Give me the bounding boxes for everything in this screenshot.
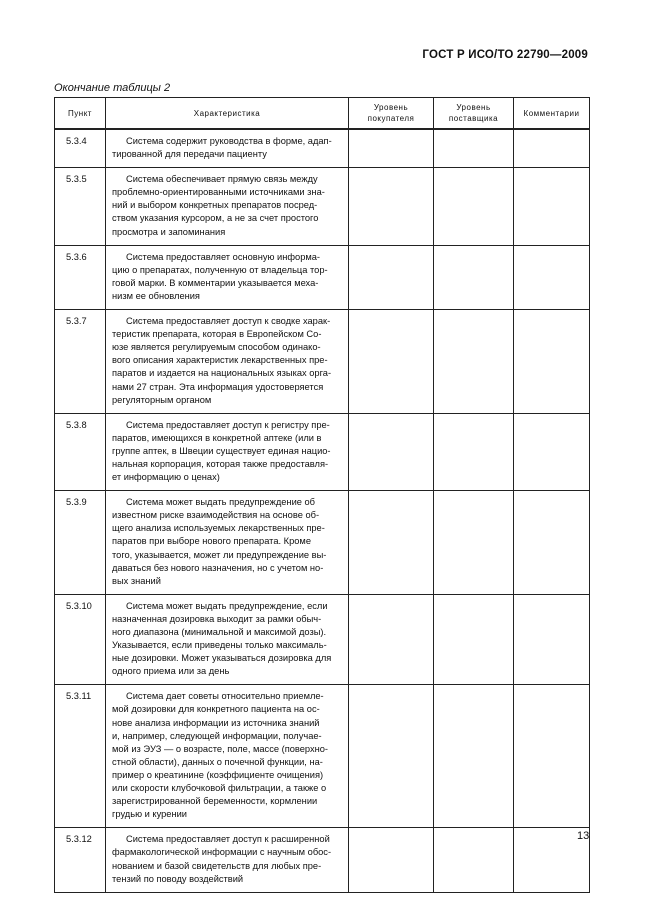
description-line: паратов, имеющихся в конкретной аптеке (или в [112, 432, 322, 443]
column-header-text: Характеристика [193, 108, 261, 118]
comments-cell[interactable] [514, 685, 590, 828]
description-line: ного диапазона (минимальной и максимой дозы). [112, 627, 327, 637]
description-line: нованием и базой свидетельств для любых пре- [112, 860, 322, 871]
comments-cell[interactable] [514, 594, 590, 685]
column-header-characteristic [106, 98, 349, 130]
supplier-level-cell[interactable] [434, 413, 514, 490]
comments-cell[interactable] [514, 310, 590, 414]
column-header-text: Пункт [68, 108, 92, 118]
characteristic-description [106, 129, 349, 168]
characteristics-table [54, 97, 590, 893]
description-line: просмотра и запоминания [112, 226, 226, 237]
description-line: ний и выбором конкретных препаратов посред- [112, 200, 318, 211]
description-line: назначенная дозировка выходит за рамки обыч- [112, 613, 322, 624]
column-header-buyer-level [349, 98, 434, 130]
table-caption: Окончание таблицы 2 [54, 82, 171, 94]
supplier-level-cell[interactable] [434, 129, 514, 168]
supplier-level-cell[interactable] [434, 168, 514, 245]
description-line: или скорости клубочковой фильтрации, а также о [112, 783, 327, 794]
item-number: 5.3.8 [55, 413, 106, 490]
description-line: группе аптек, в Швеции существует единая нацио- [112, 445, 331, 456]
buyer-level-cell[interactable] [349, 594, 434, 685]
supplier-level-cell[interactable] [434, 245, 514, 309]
description-line: тензий по поводу воздействий [112, 873, 244, 884]
characteristic-description [106, 413, 349, 490]
buyer-level-cell[interactable] [349, 245, 434, 309]
description-line: паратов и издается на национальных языках орга- [112, 368, 332, 379]
buyer-level-cell[interactable] [349, 491, 434, 595]
description-line: ные дозировки. Может указываться дозировка для [112, 653, 332, 664]
column-header-text: Уровень [456, 103, 491, 112]
column-header-item [55, 98, 106, 130]
description-line: паратов при выборе нового препарата. Кроме [112, 536, 311, 547]
description-line: нове анализа информации из источника знаний [112, 717, 320, 728]
description-line: тированной для передачи пациенту [112, 149, 267, 160]
description-line: зарегистрированной беременности, кормлении [112, 796, 318, 807]
description-line: Система предоставляет доступ к сводке харак- [126, 316, 331, 327]
characteristic-description [106, 491, 349, 595]
characteristic-description [106, 594, 349, 685]
item-number: 5.3.5 [55, 168, 106, 245]
characteristic-description [106, 828, 349, 892]
description-line: говой марки. В комментарии указывается меха- [112, 277, 319, 288]
description-line: даваться без нового назначения, но с учетом но- [112, 562, 324, 573]
description-line: ет информацию о ценах) [112, 472, 220, 483]
item-number: 5.3.6 [55, 245, 106, 309]
item-number: 5.3.7 [55, 310, 106, 414]
table-row [55, 245, 590, 309]
column-header-text: Уровень [373, 103, 409, 112]
comments-cell[interactable] [514, 413, 590, 490]
description-line: вого описания характеристик лекарственных пре- [112, 355, 328, 366]
column-header-comments [514, 98, 590, 130]
description-line: грудью и курении [112, 809, 187, 820]
supplier-level-cell[interactable] [434, 594, 514, 685]
column-header-text: Комментарии [523, 108, 580, 118]
item-number: 5.3.9 [55, 491, 106, 595]
description-line: фармакологической информации с научным обос- [112, 847, 332, 858]
description-line: вых знаний [112, 575, 161, 586]
description-line: Система предоставляет доступ к регистру пре- [126, 419, 330, 430]
description-line: одного приема или за день [112, 666, 230, 677]
supplier-level-cell[interactable] [434, 491, 514, 595]
table-row [55, 129, 590, 168]
comments-cell[interactable] [514, 129, 590, 168]
description-line: юзе является регулируемым способом одинако- [112, 342, 321, 353]
buyer-level-cell[interactable] [349, 685, 434, 828]
description-line: пример о креатинине (коэффициенте очищения) [112, 769, 324, 780]
supplier-level-cell[interactable] [434, 310, 514, 414]
column-header-supplier-level [434, 98, 514, 130]
table-row [55, 685, 590, 828]
item-number: 5.3.12 [55, 828, 106, 892]
table-row [55, 310, 590, 414]
table-row [55, 594, 590, 685]
description-line: теристик препарата, которая в Европейском Со- [112, 329, 322, 340]
buyer-level-cell[interactable] [349, 129, 434, 168]
description-line: щего анализа используемых лекарственных пре- [112, 523, 325, 534]
comments-cell[interactable] [514, 491, 590, 595]
description-line: мой из ЭУЗ — о возрасте, поле, массе (поверхно- [112, 743, 329, 754]
description-line: мой дозировки для конкретного пациента на ос- [112, 704, 320, 715]
description-line: Система может выдать предупреждение, если [126, 600, 328, 611]
item-number: 5.3.11 [55, 685, 106, 828]
description-line: Система предоставляет доступ к расширенной [126, 834, 330, 845]
comments-cell[interactable] [514, 245, 590, 309]
buyer-level-cell[interactable] [349, 168, 434, 245]
description-line: Система предоставляет основную информа- [126, 251, 321, 262]
column-header-text: поставщика [448, 114, 499, 123]
description-line: и, например, следующей информации, получае- [112, 730, 322, 741]
table-row [55, 491, 590, 595]
characteristic-description [106, 168, 349, 245]
buyer-level-cell[interactable] [349, 310, 434, 414]
table-row [55, 413, 590, 490]
description-line: стной области), данных о почечной функции, на- [112, 756, 323, 767]
buyer-level-cell[interactable] [349, 828, 434, 892]
description-line: проблемно-ориентированными источниками зна- [112, 187, 325, 198]
table-row [55, 168, 590, 245]
description-line: Система обеспечивает прямую связь между [126, 174, 318, 185]
description-line: Система может выдать предупреждение об [126, 497, 316, 508]
characteristic-description [106, 245, 349, 309]
description-line: нальная корпорация, которая также предоставля- [112, 458, 329, 469]
description-line: Указывается, если приведены только максималь- [112, 640, 327, 651]
item-number: 5.3.4 [55, 129, 106, 168]
description-line: нами 27 стран. Эта информация удостоверяется [112, 381, 324, 392]
supplier-level-cell[interactable] [434, 685, 514, 828]
description-line: Система содержит руководства в форме, адап- [126, 136, 332, 146]
buyer-level-cell[interactable] [349, 413, 434, 490]
column-header-text: покупателя [367, 114, 415, 123]
document-standard-number: ГОСТ Р ИСО/ТО 22790—2009 [422, 49, 588, 61]
description-line: ством указания курсором, а не за счет простого [112, 213, 319, 224]
description-line: низм ее обновления [112, 290, 200, 301]
item-number: 5.3.10 [55, 594, 106, 685]
description-line: того, указывается, может ли предупреждение вы- [112, 549, 327, 560]
description-line: цию о препаратах, полученную от владельца тор- [112, 264, 328, 275]
characteristic-description [106, 310, 349, 414]
characteristic-description [106, 685, 349, 828]
supplier-level-cell[interactable] [434, 828, 514, 892]
table-row [55, 828, 590, 892]
page-number: 13 [577, 830, 590, 842]
table-header-row [55, 98, 590, 130]
description-line: известном риске взаимодействия на основе об- [112, 510, 320, 521]
table-body [55, 129, 590, 892]
description-line: Система дает советы относительно приемле- [126, 691, 324, 702]
description-line: регуляторным органом [112, 394, 212, 405]
comments-cell[interactable] [514, 168, 590, 245]
